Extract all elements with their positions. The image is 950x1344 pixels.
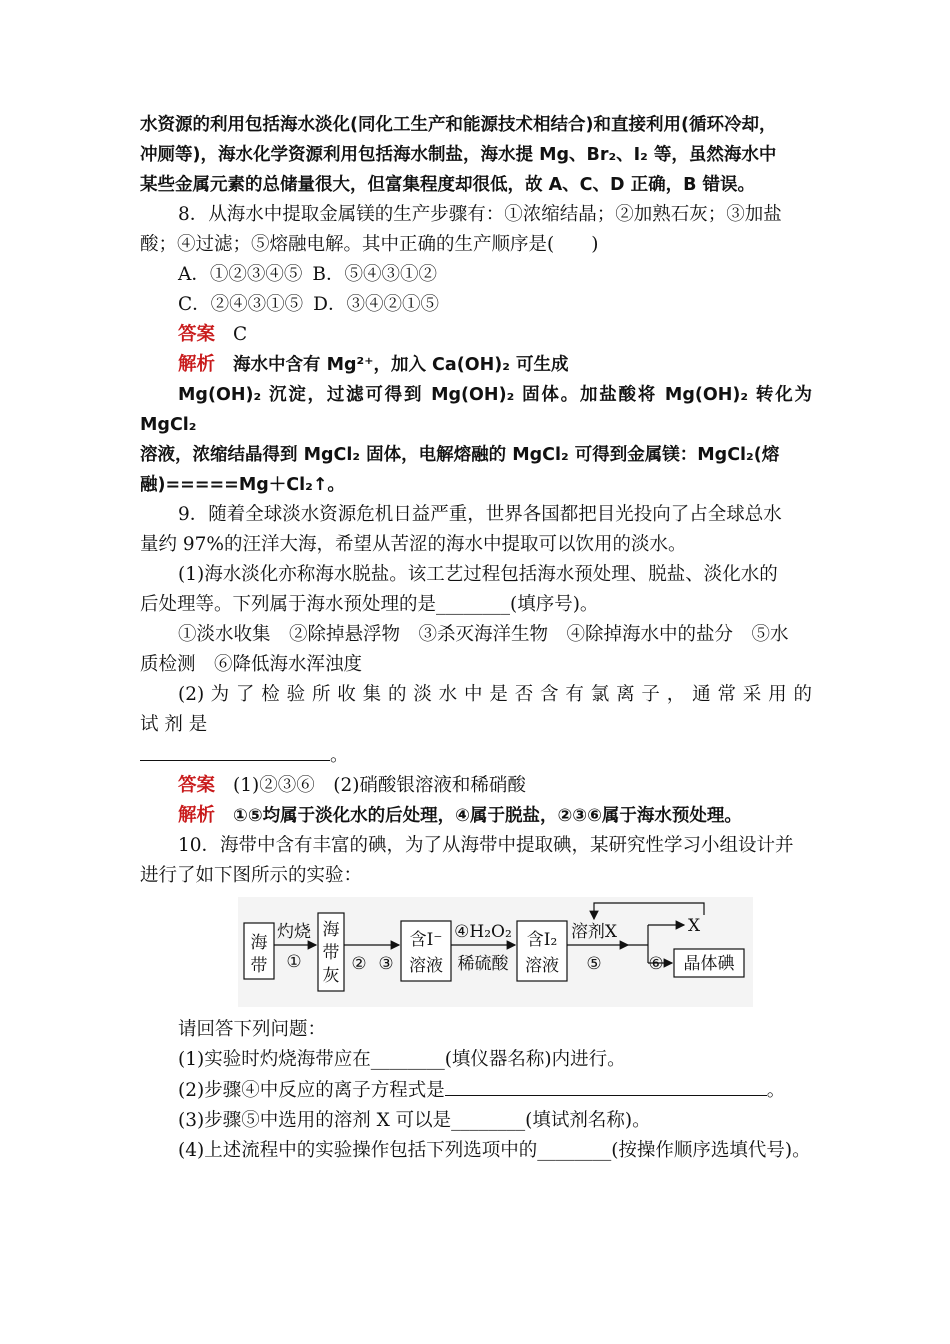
q9-sub2-blank-line: [140, 740, 812, 771]
q8-stem-1: 8．从海水中提取金属镁的生产步骤有：①浓缩结晶；②加熟石灰；③加盐: [178, 204, 782, 225]
q9-stem-1: 9．随着全球淡水资源危机日益严重，世界各国都把目光投向了占全球总水: [178, 504, 782, 525]
analysis-label: 解析: [178, 805, 216, 826]
q9-choices-1: ①淡水收集 ②除掉悬浮物 ③杀灭海洋生物 ④除掉海水中的盐分 ⑤水: [178, 624, 789, 645]
q10-stem-2: 进行了如下图所示的实验：: [140, 865, 363, 886]
step-5-number: ⑤: [586, 954, 602, 974]
box-iodide-line-2: 溶液: [409, 956, 443, 976]
q10-sub4: (4)上述流程中的实验操作包括下列选项中的________(按操作顺序选填代号)。: [178, 1140, 811, 1161]
step-3-number: ③: [378, 954, 394, 974]
q8-analysis: [140, 350, 812, 380]
q8-options-ab: [140, 260, 812, 290]
q8-stem-2: 酸；④过滤；⑤熔融电解。其中正确的生产顺序是( ): [140, 234, 599, 255]
output-x-label: X: [687, 916, 701, 936]
q10-sub2-text: (2)步骤④中反应的离子方程式是: [178, 1080, 445, 1101]
box-iodide-line-1: 含I⁻: [409, 930, 443, 950]
intro-line-3: 某些金属元素的总储量很大，但富集程度却很低，故 A、C、D 正确，B 错误。: [140, 175, 756, 195]
box-iodine-line-1: 含I₂: [526, 930, 558, 950]
step-6-number: ⑥: [648, 954, 664, 974]
q10-sub2: [140, 1075, 812, 1106]
q9-analysis-text: ①⑤均属于淡化水的后处理，④属于脱盐，②③⑥属于海水预处理。: [233, 806, 742, 826]
q8-analysis-2: Mg(OH)₂ 沉淀，过滤可得到 Mg(OH)₂ 固体。加盐酸将 Mg(OH)₂ 转化为 MgCl₂: [140, 385, 812, 435]
flowchart-svg: [238, 897, 753, 1007]
box-ash-line-1: 海: [322, 920, 340, 940]
q9-sub2: (2) 为 了 检 验 所 收 集 的 淡 水 中 是 否 含 有 氯 离 子 ， 通 常 采 用 的 试 剂 是: [140, 684, 812, 735]
q9-choices-2: 质检测 ⑥降低海水浑浊度: [140, 654, 363, 675]
box-ash-line-3: 灰: [322, 966, 340, 986]
box-crystal-iodine-label: 晶体碘: [683, 954, 735, 974]
step-1-number: ①: [286, 952, 302, 972]
q8-option-a: A．①②③④⑤: [178, 264, 303, 285]
q8-answer-value: C: [233, 324, 248, 345]
q10-stem-1: 10．海带中含有丰富的碘，为了从海带中提取碘，某研究性学习小组设计并: [178, 835, 794, 856]
q10-sub3: (3)步骤⑤中选用的溶剂 X 可以是________(填试剂名称)。: [178, 1110, 651, 1131]
q8-answer: [140, 320, 812, 350]
box-ash-line-2: 带: [322, 943, 340, 963]
iodine-extraction-flowchart: [238, 897, 753, 1007]
q8-analysis-3: 溶液，浓缩结晶得到 MgCl₂ 固体，电解熔融的 MgCl₂ 可得到金属镁：MgCl₂(熔: [140, 445, 780, 465]
q10-prompt: 请回答下列问题：: [178, 1019, 327, 1040]
step-4-acid: 稀硫酸: [457, 954, 509, 974]
q8-option-b: B．⑤④③①②: [312, 264, 437, 285]
q10-sub1: (1)实验时灼烧海带应在________(填仪器名称)内进行。: [178, 1049, 626, 1070]
q8-option-d: D．③④②①⑤: [313, 294, 439, 315]
answer-blank: [445, 1075, 767, 1096]
step-1-label: 灼烧: [277, 922, 311, 942]
q9-sub1-line-2: 后处理等。下列属于海水预处理的是________(填序号)。: [140, 594, 599, 615]
q8-options-cd: [140, 290, 812, 320]
answer-blank: [140, 740, 330, 761]
document-page: [140, 110, 812, 1166]
q8-analysis-1: 海水中含有 Mg²⁺，加入 Ca(OH)₂ 可生成: [233, 355, 569, 375]
q9-stem-2: 量约 97%的汪洋大海，希望从苦涩的海水中提取可以饮用的淡水。: [140, 534, 687, 555]
answer-label: 答案: [178, 324, 216, 345]
intro-line-1: 水资源的利用包括海水淡化(同化工生产和能源技术相结合)和直接利用(循环冷却，: [140, 115, 777, 135]
intro-line-2: 冲厕等)，海水化学资源利用包括海水制盐，海水提 Mg、Br₂、I₂ 等，虽然海水中: [140, 145, 777, 165]
q9-sub2-end: 。: [330, 745, 349, 766]
box-seaweed-line-2: 带: [250, 956, 268, 976]
q9-answer-value: (1)②③⑥ (2)硝酸银溶液和稀硝酸: [233, 775, 526, 796]
step-4-reagent: ④H₂O₂: [454, 922, 512, 942]
q9-sub1-line-1: (1)海水淡化亦称海水脱盐。该工艺过程包括海水预处理、脱盐、淡化水的: [178, 564, 778, 585]
q9-analysis: [140, 801, 812, 831]
box-iodine-line-2: 溶液: [525, 956, 559, 976]
q8-analysis-4: 融)=====Mg＋Cl₂↑。: [140, 475, 345, 495]
q8-option-c: C．②④③①⑤: [178, 294, 304, 315]
q10-sub2-end: 。: [766, 1080, 786, 1101]
box-seaweed-line-1: 海: [250, 933, 268, 953]
answer-label: 答案: [178, 775, 216, 796]
step-2-number: ②: [351, 954, 367, 974]
step-5-solvent: 溶剂X: [570, 922, 618, 942]
q9-answer: [140, 771, 812, 801]
analysis-label: 解析: [178, 354, 216, 375]
